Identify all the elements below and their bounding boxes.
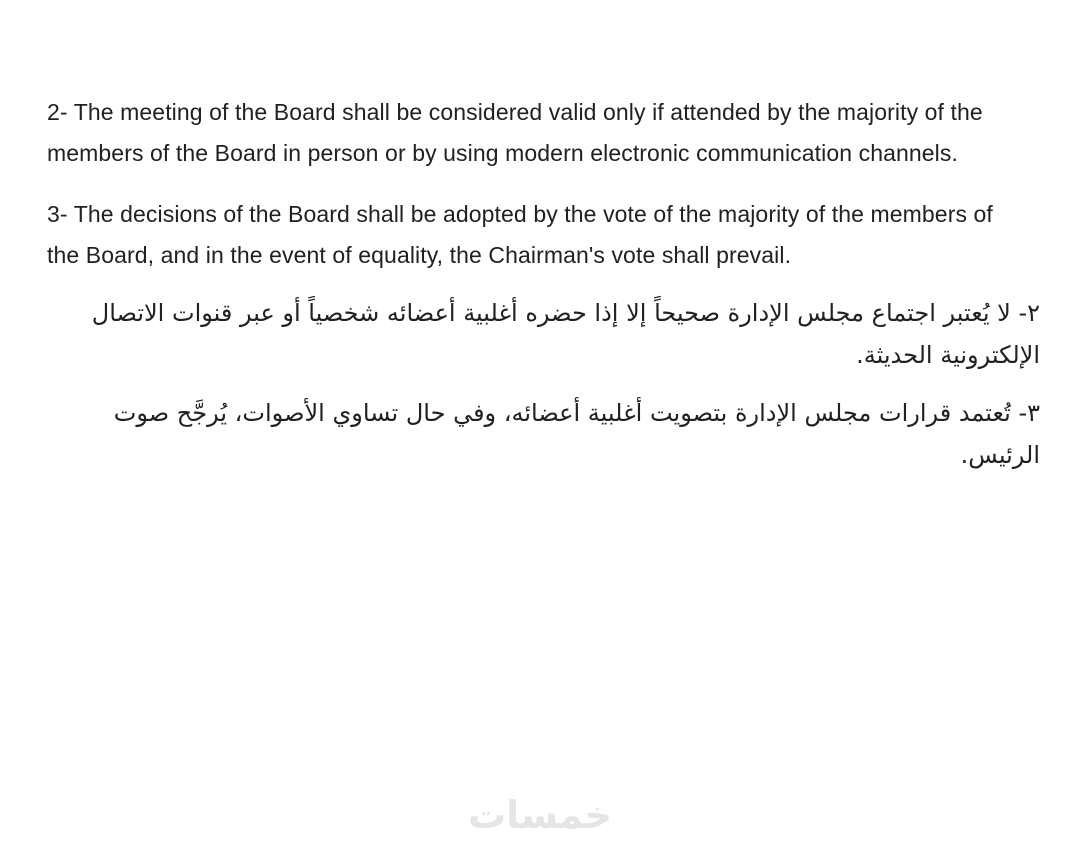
arabic-paragraph-item-2: ٢- لا يُعتبر اجتماع مجلس الإدارة صحيحاً إلا إذا حضره أغلبية أعضائه شخصياً أو عبر قنوات الاتصال الإلكترونية الحديثة.: [91, 299, 1040, 369]
arabic-paragraph-item-3: ٣- تُعتمد قرارات مجلس الإدارة بتصويت أغلبية أعضائه، وفي حال تساوي الأصوات، يُرجَّح صوت الرئيس.: [113, 399, 1040, 469]
english-paragraph-item-2: 2- The meeting of the Board shall be considered valid only if attended by the majority of the members of the Board in person or by using modern electronic communication channels.: [47, 99, 983, 166]
english-paragraph-item-3: 3- The decisions of the Board shall be adopted by the vote of the majority of the members of the Board, and in the event of equality, the Chairman's vote shall prevail.: [47, 201, 993, 268]
khamsat-watermark-logo: خمسات: [468, 793, 612, 837]
